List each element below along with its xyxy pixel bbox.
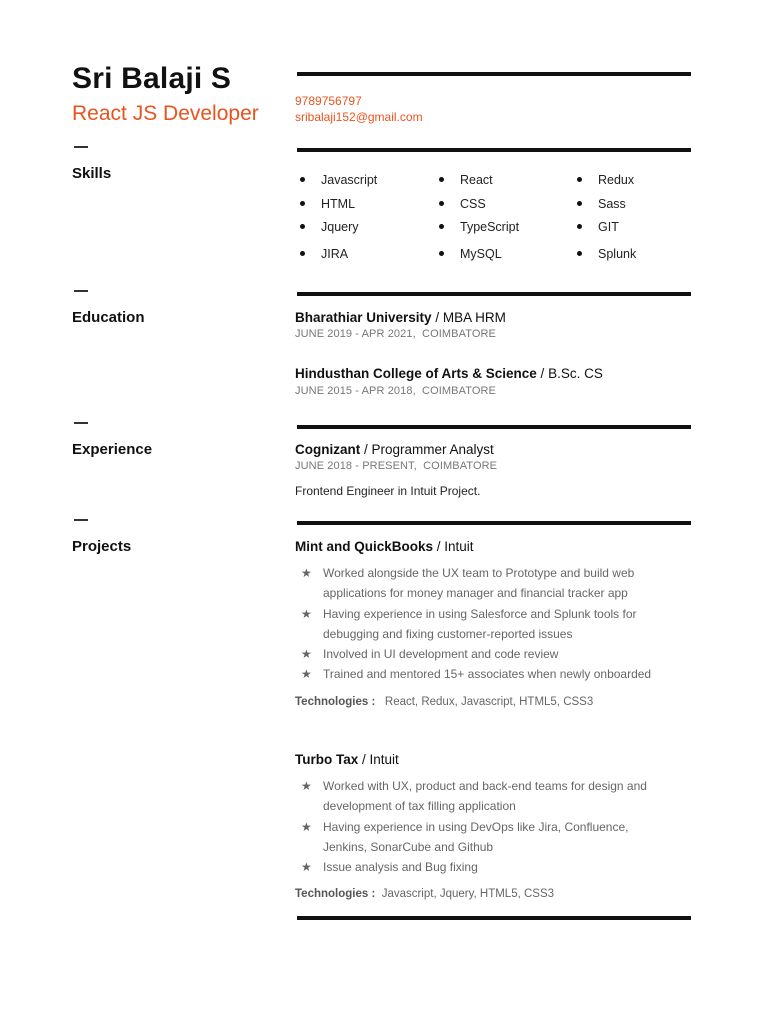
project-title: Turbo Tax / Intuit [295, 752, 399, 767]
experience-entry-meta [295, 460, 497, 472]
list-item: ★ Having experience in using Salesforce and Splunk tools for debugging and fixing customer-reported issues [300, 604, 663, 645]
star-icon: ★ [301, 647, 312, 662]
section-dash [74, 519, 88, 521]
education-entry-meta [295, 328, 496, 340]
star-icon: ★ [301, 566, 312, 580]
skill-item: JIRA [300, 247, 348, 261]
skill-item: Redux [577, 173, 634, 187]
skill-item: TypeScript [439, 220, 519, 234]
section-title-projects: Projects [72, 538, 132, 555]
skill-item: Jquery [300, 220, 359, 234]
list-item: ★ Issue analysis and Bug fixing [300, 857, 700, 877]
bullet-icon [300, 177, 305, 182]
technologies-list: Javascript, Jquery, HTML5, CSS3 [381, 888, 555, 900]
section-dash [74, 422, 88, 424]
experience-entry-title: Cognizant / Programmer Analyst [295, 442, 494, 457]
list-item: ★ Worked with UX, product and back-end teams for design and development of tax filling application [300, 776, 663, 817]
experience-description: Frontend Engineer in Intuit Project. [295, 484, 481, 498]
degree: B.Sc. CS [548, 366, 603, 381]
contact-info [295, 93, 423, 125]
bullet-icon [300, 224, 305, 229]
project-client: Intuit [444, 539, 474, 554]
project-client: Intuit [369, 752, 399, 767]
bullet-icon [577, 201, 582, 206]
dates: JUNE 2018 - PRESENT, [295, 460, 417, 472]
job-role: Programmer Analyst [371, 442, 494, 457]
project-name: Turbo Tax [295, 752, 359, 767]
location: COIMBATORE [422, 385, 496, 397]
list-item: ★ Trained and mentored 15+ associates when newly onboarded [300, 664, 700, 684]
company-name: Cognizant [295, 442, 361, 457]
section-title-experience: Experience [72, 441, 153, 458]
bullet-icon [439, 201, 444, 206]
project-bullets [300, 563, 700, 685]
bullet-icon [577, 177, 582, 182]
job-title: React JS Developer [72, 102, 259, 125]
list-item: ★ Involved in UI development and code review [300, 644, 700, 664]
project-technologies [295, 696, 593, 708]
skill-item: Splunk [577, 247, 636, 261]
list-item: ★ Having experience in using DevOps like Jira, Confluence, Jenkins, SonarCube and Github [300, 817, 643, 858]
education-entry-title: Hindusthan College of Arts & Science / B.Sc. CS [295, 366, 603, 381]
dates: JUNE 2019 - APR 2021, [295, 328, 416, 340]
project-technologies [295, 888, 554, 900]
education-entry-title: Bharathiar University / MBA HRM [295, 310, 506, 325]
bullet-icon [577, 224, 582, 229]
project-title: Mint and QuickBooks / Intuit [295, 539, 474, 554]
section-title-education: Education [72, 309, 145, 326]
skill-item: MySQL [439, 247, 502, 261]
divider [297, 292, 691, 296]
skill-item: React [439, 173, 493, 187]
candidate-name: Sri Balaji S [72, 62, 232, 95]
star-icon: ★ [301, 779, 312, 793]
divider [297, 148, 691, 152]
education-entry-meta [295, 385, 496, 397]
divider [297, 916, 691, 920]
star-icon: ★ [301, 667, 312, 682]
location: COIMBATORE [422, 328, 496, 340]
divider [297, 72, 691, 76]
star-icon: ★ [301, 860, 312, 875]
skill-item: Sass [577, 197, 626, 211]
section-title-skills: Skills [72, 165, 112, 182]
list-item: ★ Worked alongside the UX team to Prototype and build web applications for money manager and financial tracker app [300, 563, 663, 604]
bullet-icon [439, 224, 444, 229]
technologies-label: Technologies : [295, 888, 376, 900]
bullet-icon [300, 201, 305, 206]
skill-item: HTML [300, 197, 355, 211]
technologies-label: Technologies : [295, 696, 376, 708]
bullet-icon [577, 251, 582, 256]
project-name: Mint and QuickBooks [295, 539, 434, 554]
divider [297, 425, 691, 429]
skill-item: CSS [439, 197, 486, 211]
institution-name: Hindusthan College of Arts & Science [295, 366, 537, 381]
email-address: sribalaji152@gmail.com [295, 110, 423, 124]
skill-item: Javascript [300, 173, 377, 187]
star-icon: ★ [301, 819, 312, 834]
degree: MBA HRM [442, 310, 506, 325]
section-dash [74, 290, 88, 292]
star-icon: ★ [301, 606, 312, 621]
bullet-icon [439, 177, 444, 182]
skill-item: GIT [577, 220, 619, 234]
dates: JUNE 2015 - APR 2018, [295, 385, 416, 397]
technologies-list: React, Redux, Javascript, HTML5, CSS3 [384, 696, 594, 708]
divider [297, 521, 691, 525]
institution-name: Bharathiar University [295, 310, 432, 325]
bullet-icon [300, 251, 305, 256]
location: COIMBATORE [423, 460, 498, 472]
project-bullets [300, 776, 700, 877]
bullet-icon [439, 251, 444, 256]
section-dash [74, 146, 88, 148]
phone-number: 9789756797 [295, 94, 362, 108]
